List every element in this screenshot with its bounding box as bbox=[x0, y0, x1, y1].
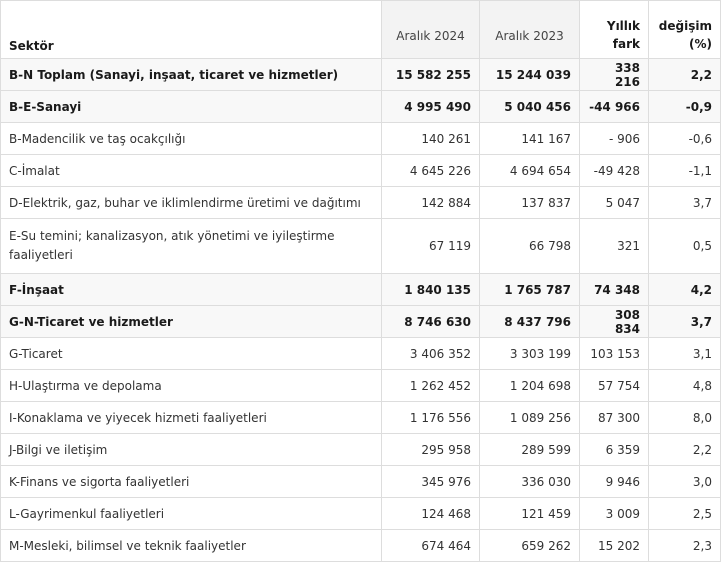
degisim-cell: 2,2 bbox=[649, 434, 721, 466]
fark-cell: 15 202 bbox=[580, 530, 649, 562]
table-row bbox=[1, 219, 721, 274]
fark-cell: 57 754 bbox=[580, 370, 649, 402]
degisim-cell: -0,9 bbox=[649, 91, 721, 123]
fark-cell: -44 966 bbox=[580, 91, 649, 123]
value-2024-cell: 142 884 bbox=[382, 187, 480, 219]
value-2024-cell: 1 176 556 bbox=[382, 402, 480, 434]
table-row bbox=[1, 187, 721, 219]
table-header bbox=[1, 1, 721, 59]
value-2024-cell: 8 746 630 bbox=[382, 306, 480, 338]
header-degisim bbox=[649, 1, 721, 59]
degisim-cell: 2,5 bbox=[649, 498, 721, 530]
sektor-cell: E-Su temini; kanalizasyon, atık yönetimi ve iyileştirme faaliyetleri bbox=[1, 219, 382, 274]
value-2024-cell: 124 468 bbox=[382, 498, 480, 530]
table-row bbox=[1, 530, 721, 562]
degisim-cell: 4,2 bbox=[649, 274, 721, 306]
value-2024-cell: 67 119 bbox=[382, 219, 480, 274]
sektor-cell: F-İnşaat bbox=[1, 274, 382, 306]
fark-cell: 103 153 bbox=[580, 338, 649, 370]
value-2023-cell: 141 167 bbox=[480, 123, 580, 155]
fark-cell: 6 359 bbox=[580, 434, 649, 466]
header-yillik-fark bbox=[580, 1, 649, 59]
table-row bbox=[1, 498, 721, 530]
sektor-cell: J-Bilgi ve iletişim bbox=[1, 434, 382, 466]
fark-cell: 338 216 bbox=[580, 59, 649, 91]
table-body bbox=[1, 59, 721, 562]
sektor-cell: M-Mesleki, bilimsel ve teknik faaliyetler bbox=[1, 530, 382, 562]
header-degisim-label: değişim bbox=[658, 19, 712, 33]
table-row bbox=[1, 402, 721, 434]
table-row bbox=[1, 123, 721, 155]
value-2023-cell: 66 798 bbox=[480, 219, 580, 274]
header-yillik-label: Yıllık bbox=[606, 19, 640, 33]
degisim-cell: 8,0 bbox=[649, 402, 721, 434]
table-row bbox=[1, 155, 721, 187]
degisim-cell: 2,2 bbox=[649, 59, 721, 91]
sektor-cell: I-Konaklama ve yiyecek hizmeti faaliyetleri bbox=[1, 402, 382, 434]
fark-cell: 5 047 bbox=[580, 187, 649, 219]
table-row bbox=[1, 434, 721, 466]
value-2024-cell: 4 995 490 bbox=[382, 91, 480, 123]
value-2024-cell: 4 645 226 bbox=[382, 155, 480, 187]
value-2023-cell: 137 837 bbox=[480, 187, 580, 219]
fark-cell: - 906 bbox=[580, 123, 649, 155]
fark-cell: 3 009 bbox=[580, 498, 649, 530]
fark-cell: 74 348 bbox=[580, 274, 649, 306]
sektor-cell: D-Elektrik, gaz, buhar ve iklimlendirme üretimi ve dağıtımı bbox=[1, 187, 382, 219]
value-2024-cell: 15 582 255 bbox=[382, 59, 480, 91]
degisim-cell: -0,6 bbox=[649, 123, 721, 155]
value-2023-cell: 289 599 bbox=[480, 434, 580, 466]
sektor-cell: G-N-Ticaret ve hizmetler bbox=[1, 306, 382, 338]
value-2023-cell: 15 244 039 bbox=[480, 59, 580, 91]
value-2023-cell: 659 262 bbox=[480, 530, 580, 562]
header-sektor: Sektör bbox=[1, 1, 382, 59]
sektor-cell: G-Ticaret bbox=[1, 338, 382, 370]
header-fark-label: fark bbox=[612, 37, 640, 51]
header-percent-label: (%) bbox=[689, 37, 712, 51]
table-row bbox=[1, 338, 721, 370]
table-row bbox=[1, 59, 721, 91]
fark-cell: 9 946 bbox=[580, 466, 649, 498]
sektor-cell: C-İmalat bbox=[1, 155, 382, 187]
fark-cell: 87 300 bbox=[580, 402, 649, 434]
table-row bbox=[1, 274, 721, 306]
value-2023-cell: 8 437 796 bbox=[480, 306, 580, 338]
value-2023-cell: 1 089 256 bbox=[480, 402, 580, 434]
sektor-cell: B-Madencilik ve taş ocakçılığı bbox=[1, 123, 382, 155]
degisim-cell: 2,3 bbox=[649, 530, 721, 562]
degisim-cell: -1,1 bbox=[649, 155, 721, 187]
table-row bbox=[1, 466, 721, 498]
header-row bbox=[1, 1, 721, 59]
degisim-cell: 4,8 bbox=[649, 370, 721, 402]
degisim-cell: 3,7 bbox=[649, 187, 721, 219]
value-2023-cell: 5 040 456 bbox=[480, 91, 580, 123]
degisim-cell: 0,5 bbox=[649, 219, 721, 274]
degisim-cell: 3,1 bbox=[649, 338, 721, 370]
value-2024-cell: 140 261 bbox=[382, 123, 480, 155]
value-2024-cell: 345 976 bbox=[382, 466, 480, 498]
sektor-cell: H-Ulaştırma ve depolama bbox=[1, 370, 382, 402]
header-aralik-2024: Aralık 2024 bbox=[382, 1, 480, 59]
table-row bbox=[1, 91, 721, 123]
value-2023-cell: 336 030 bbox=[480, 466, 580, 498]
sektor-cell: L-Gayrimenkul faaliyetleri bbox=[1, 498, 382, 530]
value-2024-cell: 674 464 bbox=[382, 530, 480, 562]
value-2023-cell: 121 459 bbox=[480, 498, 580, 530]
sektor-cell: K-Finans ve sigorta faaliyetleri bbox=[1, 466, 382, 498]
sektor-cell: B-E-Sanayi bbox=[1, 91, 382, 123]
value-2023-cell: 3 303 199 bbox=[480, 338, 580, 370]
fark-cell: 321 bbox=[580, 219, 649, 274]
degisim-cell: 3,0 bbox=[649, 466, 721, 498]
value-2023-cell: 4 694 654 bbox=[480, 155, 580, 187]
header-aralik-2023: Aralık 2023 bbox=[480, 1, 580, 59]
sektor-cell: B-N Toplam (Sanayi, inşaat, ticaret ve hizmetler) bbox=[1, 59, 382, 91]
degisim-cell: 3,7 bbox=[649, 306, 721, 338]
value-2024-cell: 295 958 bbox=[382, 434, 480, 466]
table-row bbox=[1, 306, 721, 338]
value-2024-cell: 1 262 452 bbox=[382, 370, 480, 402]
fark-cell: 308 834 bbox=[580, 306, 649, 338]
table-row bbox=[1, 370, 721, 402]
value-2023-cell: 1 765 787 bbox=[480, 274, 580, 306]
value-2024-cell: 1 840 135 bbox=[382, 274, 480, 306]
value-2024-cell: 3 406 352 bbox=[382, 338, 480, 370]
fark-cell: -49 428 bbox=[580, 155, 649, 187]
value-2023-cell: 1 204 698 bbox=[480, 370, 580, 402]
